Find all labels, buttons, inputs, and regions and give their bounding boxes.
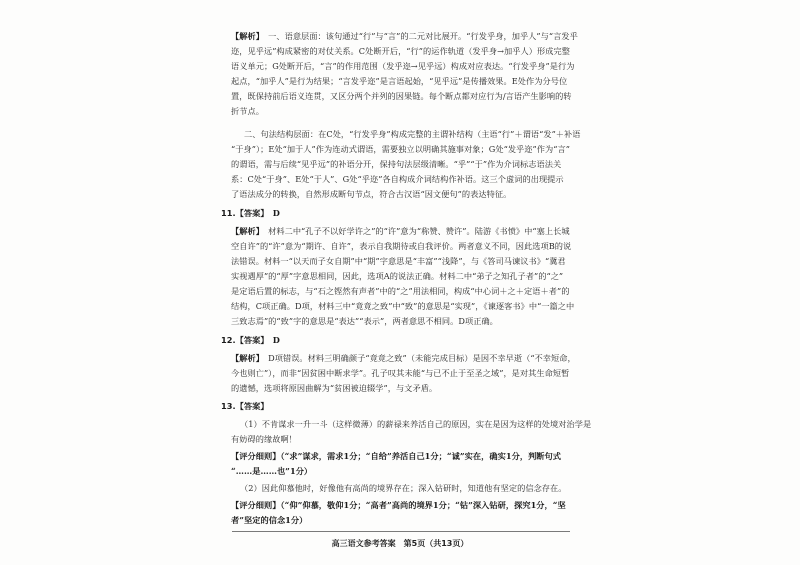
analysis-line: 【解析】 材料二中“孔子不以好学许之”的“许”意为“称赞、赞许”。陆游《书愤》中“塞上长城 — [231, 226, 570, 236]
analysis-line: 系：C处“于身”、E处“于人”、G处“乎迩”各自构成介词结构作补语。这三个虚词的出现提示 — [231, 174, 564, 184]
scoring-rule-line: 【评分细则】（“仰”仰慕，敬仰1分；“高者”高尚的境界1分；“钻”深入钻研，探究1分，“坚 — [231, 500, 566, 510]
translation-line: （2）因此仰慕他时，好像他有高尚的境界存在；深入钻研时，知道他有坚定的信念存在。 — [240, 483, 567, 493]
analysis-line: 空自许”的“许”意为“期许、自许”，表示自我期待或自我评价。两者意义不同，因此选项B的说 — [231, 241, 572, 251]
analysis-line: 了语法成分的转换，自然形成断句节点，符合古汉语“因文便句”的表达特征。 — [231, 189, 512, 199]
analysis-line: 结构，C项正确。D项，材料三中“竟竟之致”中“致”的意思是“实现”，《谏逐客书》中“一篇之中 — [231, 301, 575, 311]
answer-tag: 【答案】 — [235, 401, 269, 411]
analysis-line: 迩，见乎远”构成紧密的对仗关系。C处断开后，“行”的运作轨道（发乎身→加乎人）形成完整 — [231, 46, 570, 56]
footer-divider — [232, 531, 570, 532]
analysis-line: 法错误。材料一“以天而子女自期”中“期”字意思是“丰富”“浅降”，与《答司马谏议书》“冀君 — [231, 256, 566, 266]
question-13-answer — [221, 400, 269, 412]
analysis-line: 二、句法结构层面：在C处，“行发乎身”构成完整的主谓补结构（主语“行”＋谓语“发”＋补语 — [244, 129, 581, 139]
answer-value: D — [272, 335, 280, 345]
analysis-line: 折节点。 — [231, 106, 264, 116]
scoring-rule-line: 【评分细则】（“求”谋求，需求1分；“自给”养活自己1分；“诚”实在，确实1分，判断句式 — [231, 451, 562, 461]
question-12-answer — [221, 334, 280, 346]
answer-tag: 【答案】 — [235, 208, 265, 218]
question-number: 11. — [221, 208, 236, 218]
scoring-tag: 【评分细则】 — [231, 451, 281, 461]
analysis-line: 置，既保持前后语义连贯，又区分两个并列的因果链。每个断点都对应行为/言语产生影响的转 — [231, 91, 572, 101]
scoring-rule-line: 者”坚定的信念1分） — [231, 515, 308, 525]
question-number: 12. — [221, 335, 236, 345]
analysis-line: 语义单元；G处断开后，“言”的作用范围（发乎迩→见乎远）构成对应表达。“行发乎身”是行为 — [231, 61, 575, 71]
scoring-tag: 【评分细则】 — [231, 500, 281, 510]
scoring-rule-line: “……是……也”1分） — [231, 466, 313, 476]
answer-value: D — [272, 208, 280, 218]
question-number: 13. — [221, 401, 236, 411]
analysis-line: 三致志焉”的“致”字的意思是“表达”“表示”，两者意思不相同。D项正确。 — [231, 316, 498, 326]
analysis-line: 是定语后置的标志，与“石之铿然有声者”中的“之”用法相同，构成“中心词＋之＋定语＋者”的 — [231, 286, 570, 296]
analysis-line: 起点，“加乎人”是行为结果；“言发乎迩”是言语起始，“见乎远”是传播效果。E处作为分号位 — [231, 76, 568, 86]
answer-tag: 【答案】 — [235, 335, 265, 345]
translation-line: 有妨碍的缘故啊！ — [231, 434, 297, 444]
translation-line: （1）不肯谋求一升一斗（这样微薄）的薪禄来养活自己的原因，实在是因为这样的处境对治学是 — [240, 419, 592, 429]
analysis-tag: 【解析】 — [231, 353, 260, 363]
analysis-tag: 【解析】 — [231, 226, 260, 236]
analysis-tag: 【解析】 — [231, 31, 260, 41]
analysis-line: 的谓语，需与后续“见乎远”的补语分开，保持句法层级清晰。“乎”“于”作为介词标志语法关 — [231, 159, 562, 169]
page-footer: 高三语文参考答案 第5页（共13页） — [331, 539, 469, 548]
analysis-line: 【解析】 D项错误。材料三明确颜子“竟竟之致”（未能完成目标）是因不幸早逝（“不幸短命， — [231, 353, 576, 363]
analysis-line: 今也则亡”），而非“因贫困中断求学”。孔子叹其未能“与已不止于至圣之域”，是对其生命短暂 — [231, 368, 570, 378]
analysis-line: 实视遇厚”的“厚”字意思相同，因此，选项A的说法正确。材料二中“弟子之知孔子者”的“之” — [231, 271, 564, 281]
analysis-line: “于身”）；E处“加于人”作为连动式谓语，需要独立以明确其施事对象；G处“发乎迩”作为“言” — [231, 144, 570, 154]
analysis-line: 的遗憾，选项将原因曲解为“贫困被迫辍学”，与文矛盾。 — [231, 383, 438, 393]
question-11-answer — [221, 207, 280, 219]
analysis-line: 【解析】 一、语意层面：该句通过“行”与“言”的二元对比展开。“行发乎身，加乎人”与“言发乎 — [231, 31, 578, 41]
